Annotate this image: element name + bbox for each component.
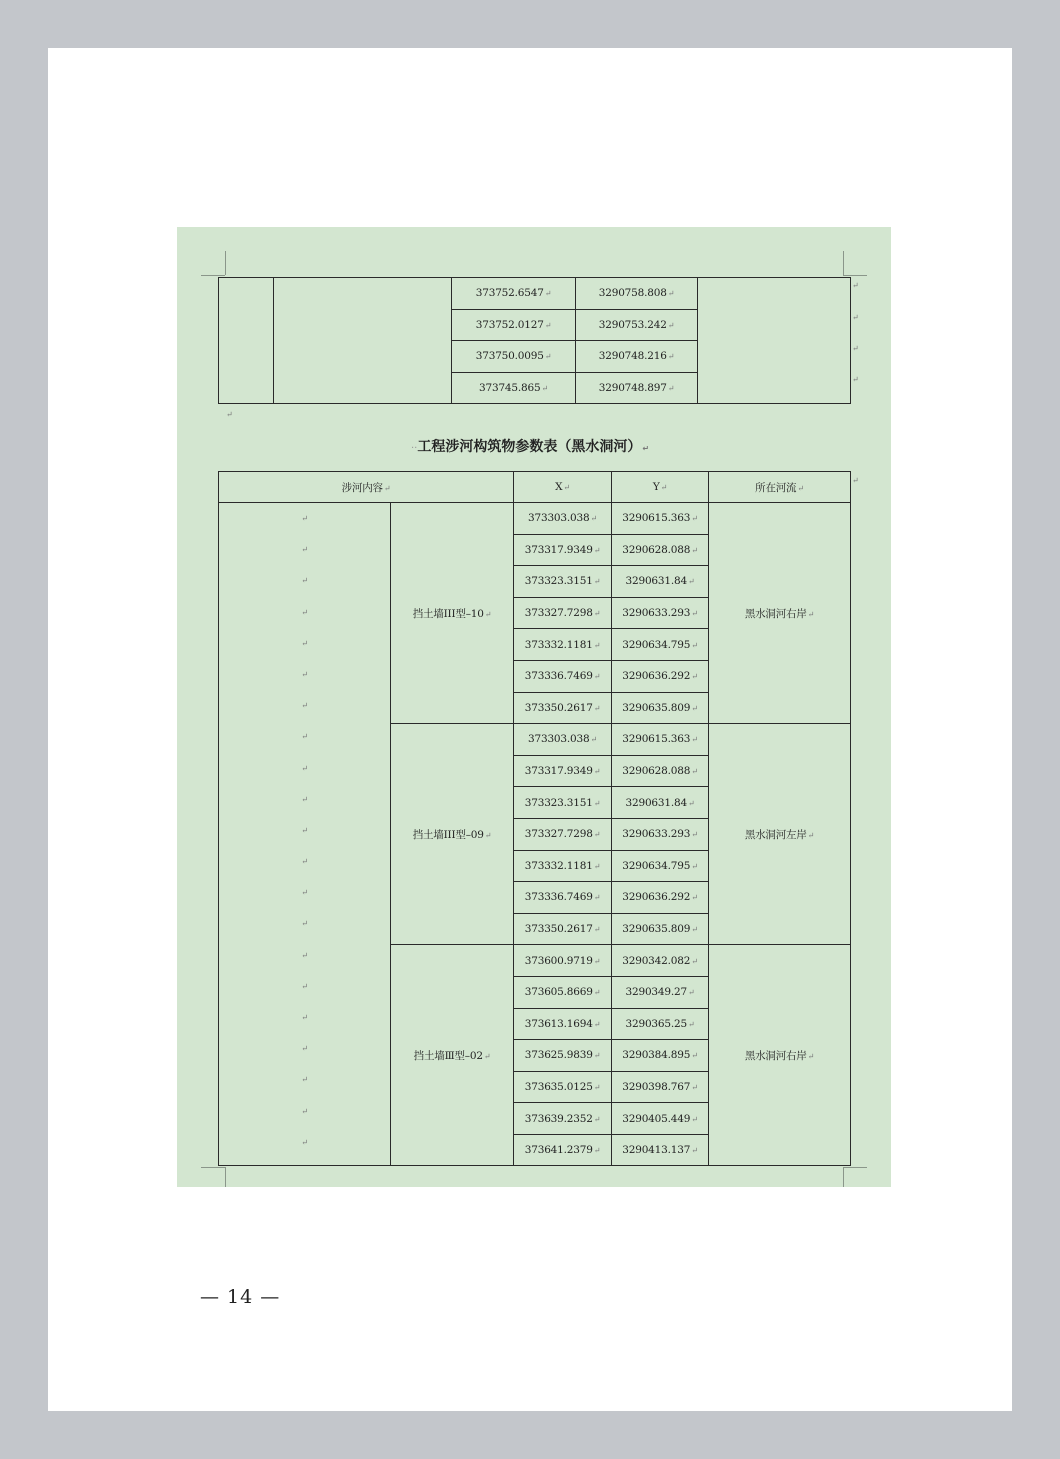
- paragraph-mark: ↵: [301, 576, 308, 586]
- x-coordinate-cell: 373323.3151↵: [514, 787, 612, 819]
- x-coordinate-cell: 373332.1181↵: [514, 850, 612, 882]
- x-coordinate-cell: 373327.7298↵: [514, 818, 612, 850]
- y-coordinate-cell: 3290365.25↵: [612, 1008, 709, 1040]
- river-cell: 黑水洞河右岸↵: [709, 503, 851, 724]
- paragraph-mark: ↵: [301, 794, 308, 804]
- y-coordinate-cell: 3290628.088↵: [612, 534, 709, 566]
- y-coordinate-cell: 3290634.795↵: [612, 629, 709, 661]
- x-coordinate-cell: 373752.0127↵: [452, 309, 576, 341]
- header-content: 涉河内容↵: [219, 472, 514, 503]
- x-coordinate-cell: 373336.7469↵: [514, 660, 612, 692]
- paragraph-mark: ↵: [301, 701, 308, 711]
- crop-mark: [201, 275, 225, 276]
- table-header-row: [219, 472, 851, 503]
- crop-mark: [843, 1167, 844, 1187]
- y-coordinate-cell: 3290635.809↵: [612, 913, 709, 945]
- river-cell: 黑水洞河右岸↵: [709, 945, 851, 1166]
- paragraph-mark: ↵: [301, 981, 308, 991]
- x-coordinate-cell: 373635.0125↵: [514, 1071, 612, 1103]
- merged-blank-cell: [219, 503, 391, 1166]
- paragraph-mark: ↵: [301, 1106, 308, 1116]
- paragraph-mark: ↵: [852, 476, 859, 485]
- paragraph-mark: ↵: [852, 375, 859, 384]
- crop-mark: [201, 1167, 225, 1168]
- x-coordinate-cell: 373752.6547↵: [452, 278, 576, 310]
- y-coordinate-cell: 3290405.449↵: [612, 1103, 709, 1135]
- y-coordinate-cell: 3290748.216↵: [576, 341, 698, 373]
- y-coordinate-cell: 3290384.895↵: [612, 1040, 709, 1072]
- paragraph-mark: ↵: [301, 607, 308, 617]
- paragraph-mark: ↵: [301, 1013, 308, 1022]
- paragraph-mark: ↵: [852, 281, 859, 290]
- paragraph-mark: ↵: [301, 732, 308, 742]
- paragraph-mark: ↵: [301, 950, 308, 960]
- y-coordinate-cell: 3290628.088↵: [612, 755, 709, 787]
- y-coordinate-cell: 3290753.242↵: [576, 309, 698, 341]
- x-coordinate-cell: 373745.865↵: [452, 372, 576, 404]
- river-cell: 黑水洞河左岸↵: [709, 724, 851, 945]
- paragraph-mark: ↵: [226, 410, 233, 419]
- x-coordinate-cell: 373350.2617↵: [514, 913, 612, 945]
- y-coordinate-cell: 3290398.767↵: [612, 1071, 709, 1103]
- y-coordinate-cell: 3290748.897↵: [576, 372, 698, 404]
- paragraph-mark: ↵: [301, 888, 308, 898]
- paragraph-mark: ↵: [301, 763, 308, 773]
- paragraph-mark: ↵: [301, 545, 308, 555]
- header-x: X↵: [514, 472, 612, 503]
- structure-name-cell: 挡土墙III型–10↵: [391, 503, 514, 724]
- x-coordinate-cell: 373332.1181↵: [514, 629, 612, 661]
- paragraph-mark: ↵: [301, 638, 308, 648]
- x-coordinate-cell: 373303.038↵: [514, 503, 612, 535]
- crop-mark: [225, 1167, 226, 1187]
- empty-cell: [219, 278, 274, 404]
- x-coordinate-cell: 373323.3151↵: [514, 566, 612, 598]
- x-coordinate-cell: 373750.0095↵: [452, 341, 576, 373]
- table-caption: [0, 436, 1060, 456]
- header-y: Y↵: [612, 472, 709, 503]
- y-coordinate-cell: 3290633.293↵: [612, 597, 709, 629]
- x-coordinate-cell: 373317.9349↵: [514, 534, 612, 566]
- y-coordinate-cell: 3290631.84↵: [612, 787, 709, 819]
- paragraph-mark: ↵: [301, 1044, 308, 1054]
- structure-parameter-table: [218, 471, 851, 1166]
- x-coordinate-cell: 373641.2379↵: [514, 1134, 612, 1166]
- x-coordinate-cell: 373639.2352↵: [514, 1103, 612, 1135]
- x-coordinate-cell: 373600.9719↵: [514, 945, 612, 977]
- paragraph-mark: ↵: [301, 857, 308, 867]
- y-coordinate-cell: 3290615.363↵: [612, 503, 709, 535]
- paragraph-mark: ↵: [852, 344, 859, 353]
- paragraph-mark: ↵: [642, 444, 650, 453]
- y-coordinate-cell: 3290636.292↵: [612, 660, 709, 692]
- table-row: [219, 278, 851, 310]
- paragraph-mark: ↵: [852, 313, 859, 322]
- empty-cell: [274, 278, 452, 404]
- header-river: 所在河流↵: [709, 472, 851, 503]
- continued-coordinates-table: [218, 277, 851, 404]
- x-coordinate-cell: 373605.8669↵: [514, 976, 612, 1008]
- crop-mark: [225, 251, 226, 275]
- crop-mark: [843, 251, 844, 275]
- x-coordinate-cell: 373327.7298↵: [514, 597, 612, 629]
- caption-prefix: ··: [410, 443, 418, 454]
- y-coordinate-cell: 3290636.292↵: [612, 882, 709, 914]
- x-coordinate-cell: 373625.9839↵: [514, 1040, 612, 1072]
- paragraph-mark: ↵: [301, 669, 308, 679]
- crop-mark: [843, 1167, 867, 1168]
- structure-name-cell: 挡土墙III型–09↵: [391, 724, 514, 945]
- y-coordinate-cell: 3290635.809↵: [612, 692, 709, 724]
- x-coordinate-cell: 373350.2617↵: [514, 692, 612, 724]
- y-coordinate-cell: 3290615.363↵: [612, 724, 709, 756]
- y-coordinate-cell: 3290631.84↵: [612, 566, 709, 598]
- empty-cell: [698, 278, 851, 404]
- x-coordinate-cell: 373317.9349↵: [514, 755, 612, 787]
- caption-text: 工程涉河构筑物参数表（黑水洞河）: [417, 439, 642, 455]
- y-coordinate-cell: 3290349.27↵: [612, 976, 709, 1008]
- structure-name-cell: 挡土墙Ⅲ型–02↵: [391, 945, 514, 1166]
- y-coordinate-cell: 3290413.137↵: [612, 1134, 709, 1166]
- x-coordinate-cell: 373336.7469↵: [514, 882, 612, 914]
- paragraph-mark: ↵: [301, 1075, 308, 1085]
- paragraph-mark: ↵: [301, 919, 308, 929]
- x-coordinate-cell: 373303.038↵: [514, 724, 612, 756]
- paragraph-mark: ↵: [301, 514, 308, 523]
- table-row: [219, 503, 851, 535]
- y-coordinate-cell: 3290634.795↵: [612, 850, 709, 882]
- page-number: — 14 —: [200, 1286, 281, 1308]
- paragraph-mark: ↵: [301, 825, 308, 835]
- y-coordinate-cell: 3290758.808↵: [576, 278, 698, 310]
- x-coordinate-cell: 373613.1694↵: [514, 1008, 612, 1040]
- y-coordinate-cell: 3290342.082↵: [612, 945, 709, 977]
- paragraph-mark: ↵: [301, 1137, 308, 1147]
- y-coordinate-cell: 3290633.293↵: [612, 818, 709, 850]
- crop-mark: [843, 275, 867, 276]
